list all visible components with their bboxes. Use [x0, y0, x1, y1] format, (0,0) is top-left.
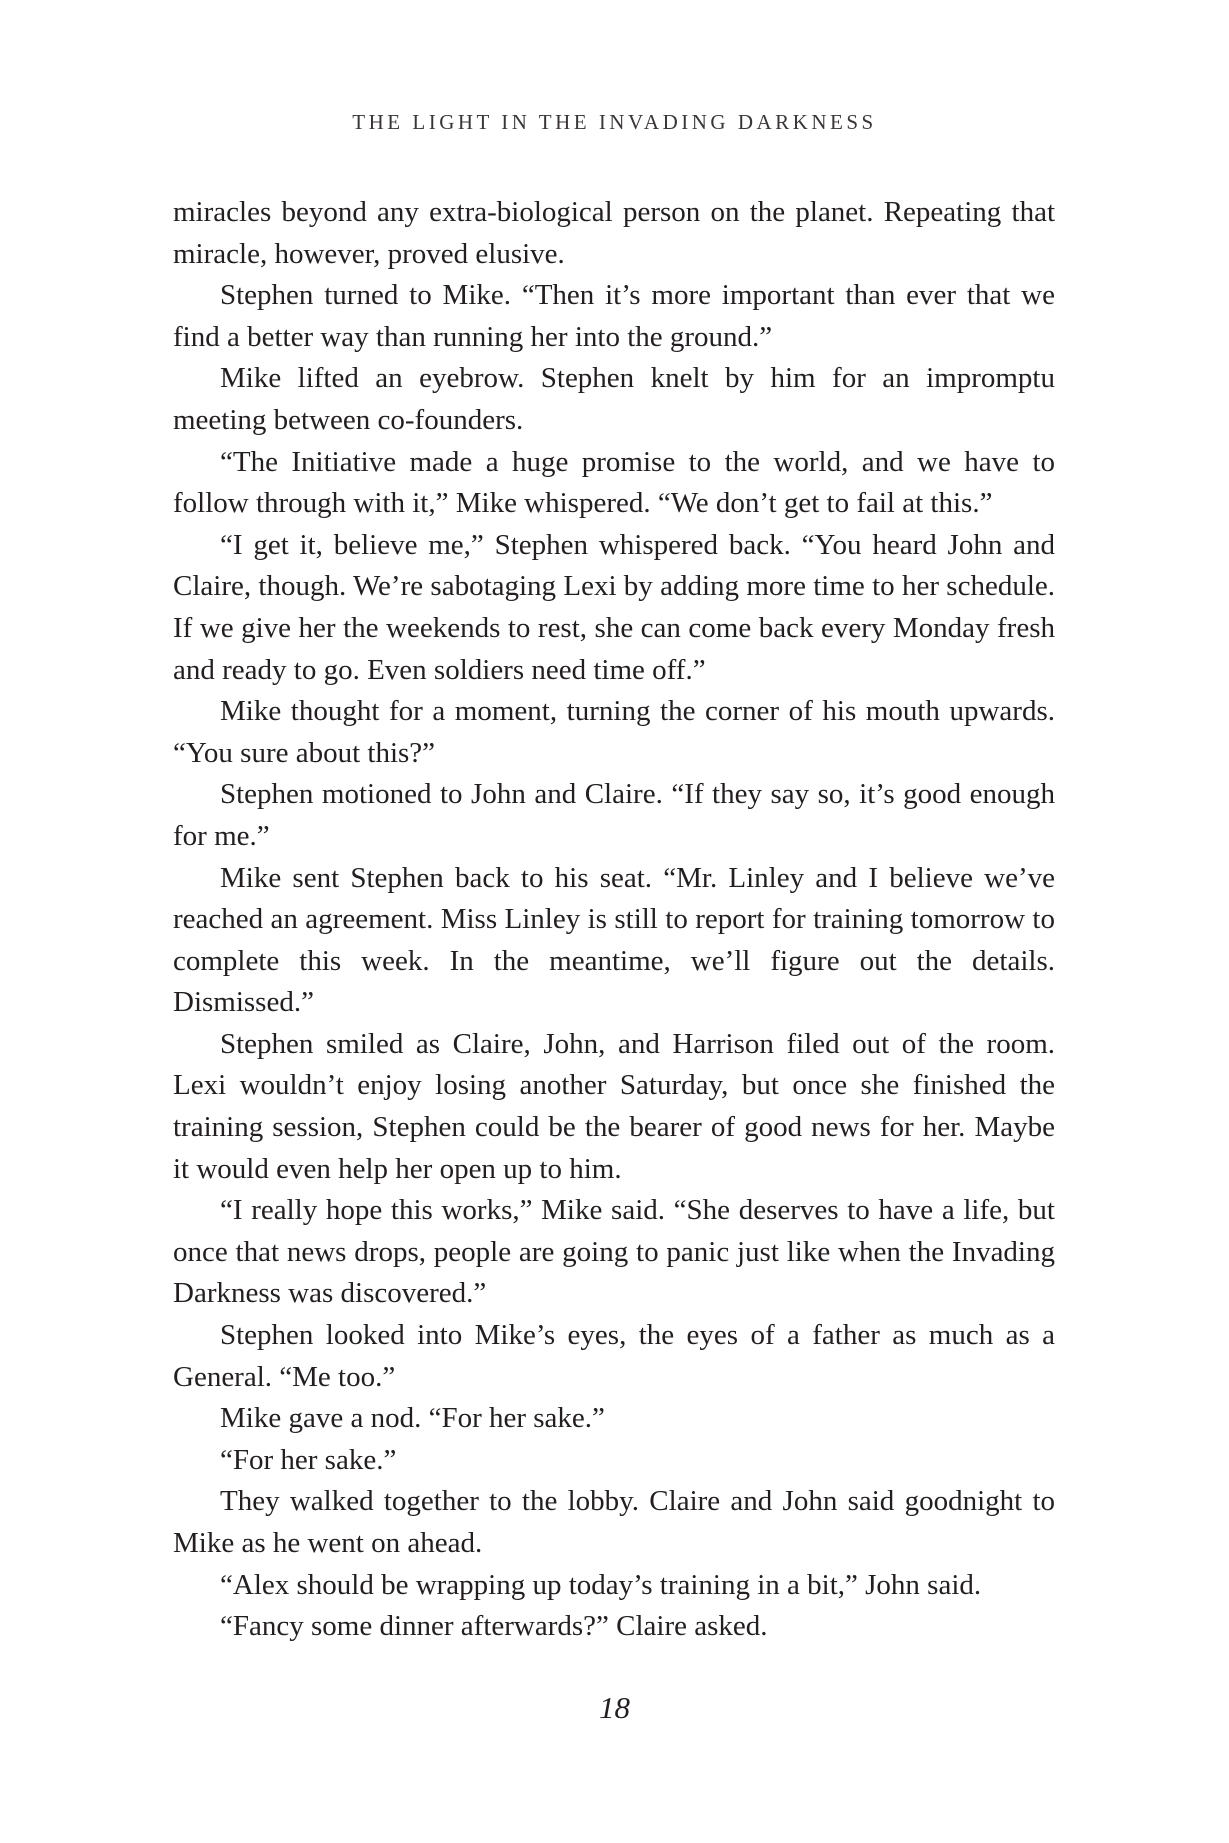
paragraph: Mike gave a nod. “For her sake.” — [220, 1402, 605, 1435]
paragraph: “For her sake.” — [220, 1443, 397, 1476]
body-text — [173, 192, 1055, 1648]
paragraph: “The Initiative made a huge promise to the world, and we have to follow through with it,” Mike whispered. “We don’t get to fail at this.” — [173, 445, 1055, 520]
paragraph: Mike sent Stephen back to his seat. “Mr. Linley and I believe we’ve reached an agreement. Miss Linley is still to report for training tomorrow to complete this week. In the meantime, we’ll figure out the details. Dismissed.” — [173, 861, 1055, 1019]
paragraph: Stephen smiled as Claire, John, and Harrison filed out of the room. Lexi wouldn’t enjoy losing another Saturday, but once she finished the training session, Stephen could be the bearer of good news for her. Maybe it would even help her open up to him. — [173, 1027, 1055, 1185]
paragraph: miracles beyond any extra-biological person on the planet. Repeating that miracle, however, proved elusive. — [173, 196, 1055, 270]
paragraph: “Alex should be wrapping up today’s training in a bit,” John said. — [220, 1568, 982, 1601]
paragraph: Mike lifted an eyebrow. Stephen knelt by him for an impromptu meeting between co-founders. — [173, 362, 1055, 436]
paragraph: “I get it, believe me,” Stephen whispered back. “You heard John and Claire, though. We’re sabotaging Lexi by adding more time to her schedule. If we give her the weekends to rest, she can come back every Monday fresh and ready to go. Even soldiers need time off.” — [173, 528, 1055, 686]
page-number: 18 — [599, 1690, 630, 1725]
paragraph: “Fancy some dinner afterwards?” Claire asked. — [220, 1610, 768, 1643]
paragraph: “I really hope this works,” Mike said. “She deserves to have a life, but once that news drops, people are going to panic just like when the Invading Darkness was discovered.” — [173, 1194, 1055, 1310]
paragraph: Stephen looked into Mike’s eyes, the eyes of a father as much as a General. “Me too.” — [173, 1319, 1055, 1393]
paragraph: Stephen motioned to John and Claire. “If they say so, it’s good enough for me.” — [173, 778, 1055, 852]
paragraph: Stephen turned to Mike. “Then it’s more important than ever that we find a better way than running her into the ground.” — [173, 279, 1055, 353]
paragraph: Mike thought for a moment, turning the corner of his mouth upwards. “You sure about this?” — [173, 695, 1055, 769]
paragraph: They walked together to the lobby. Claire and John said goodnight to Mike as he went on ahead. — [173, 1485, 1055, 1559]
running-head: THE LIGHT IN THE INVADING DARKNESS — [352, 110, 877, 134]
